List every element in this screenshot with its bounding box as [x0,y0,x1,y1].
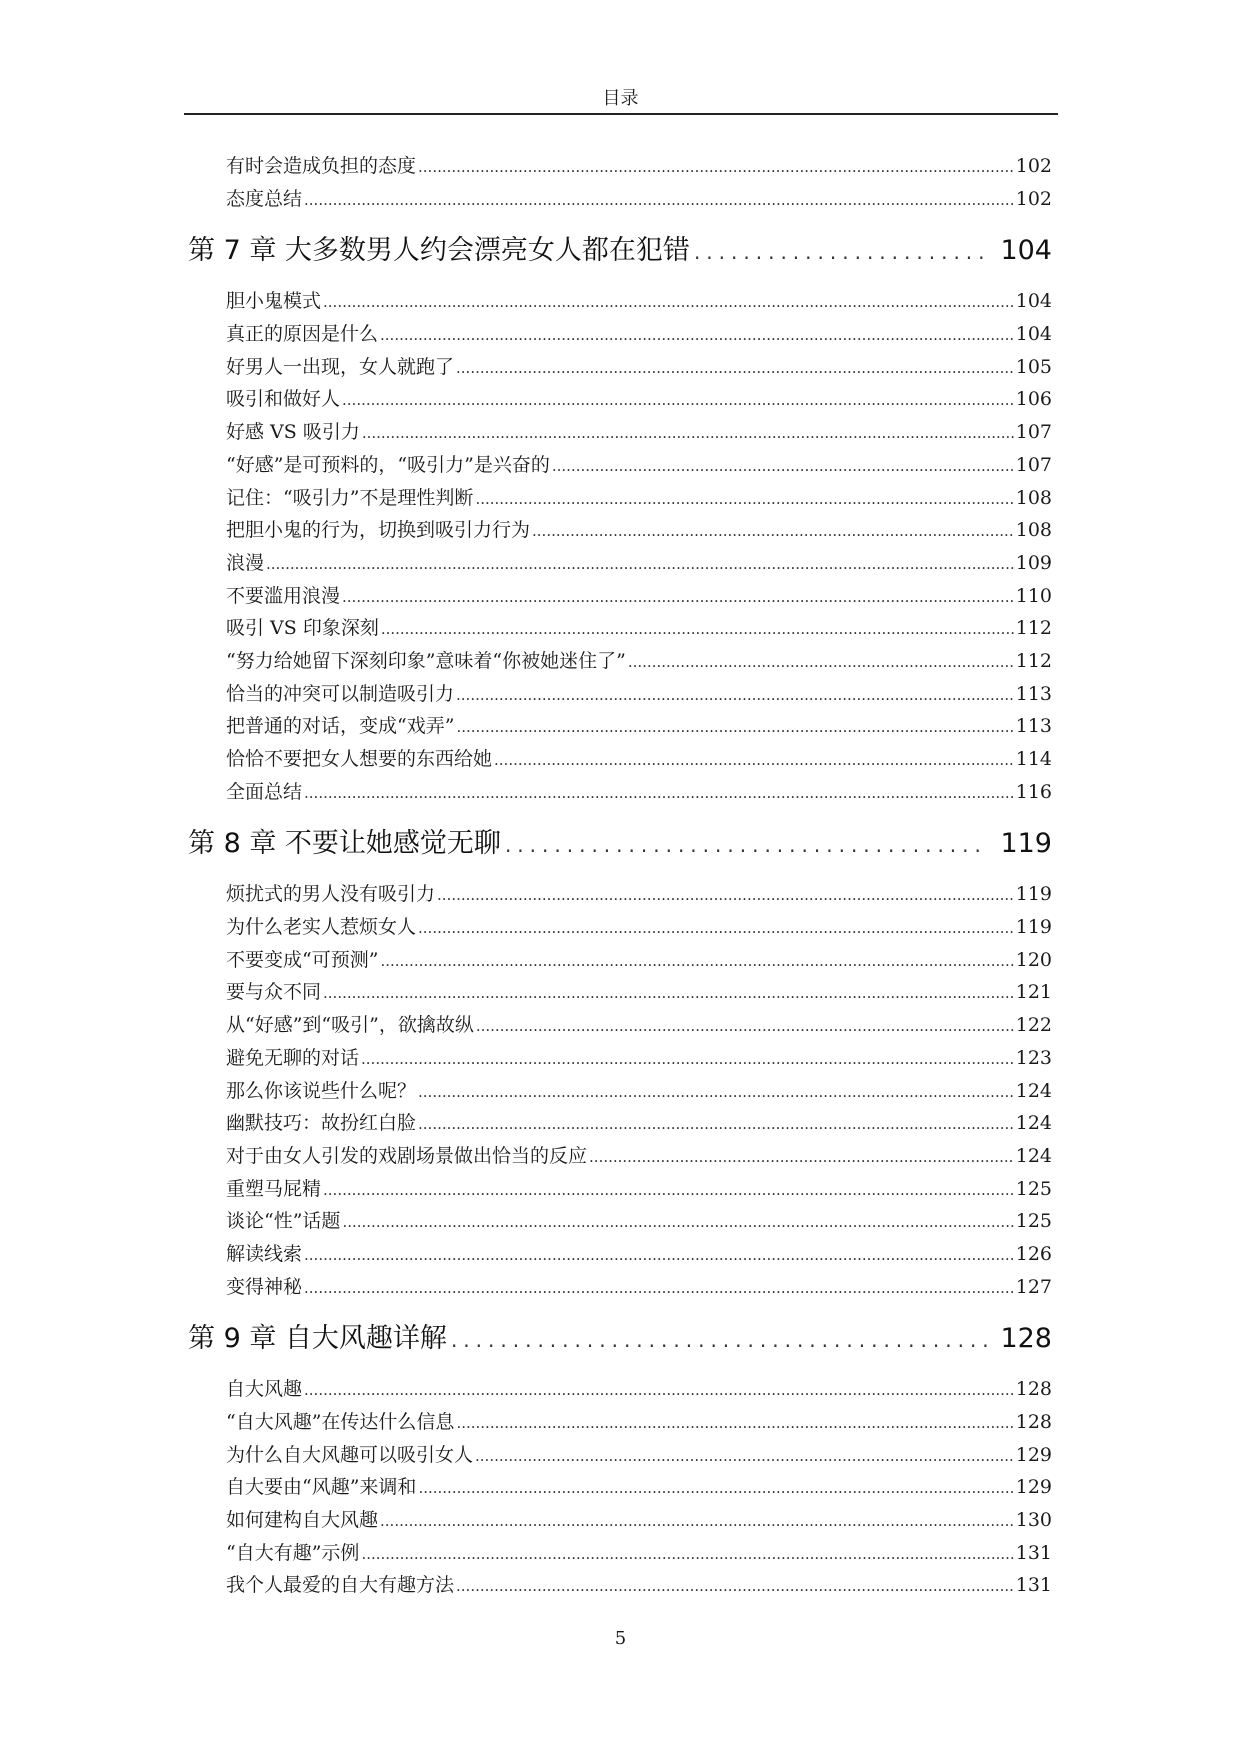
toc-page-number: 104 [1015,290,1052,313]
toc-page-number: 112 [1015,649,1052,672]
toc-page-number: 113 [1015,715,1052,738]
toc-title: 自大要由“风趣”来调和 [226,1476,417,1499]
dot-leader [304,1239,1014,1271]
toc-page-number: 112 [1015,617,1052,640]
toc-page-number: 131 [1015,1541,1052,1564]
toc-entry[interactable] [226,318,1052,351]
toc-page-number: 128 [1015,1378,1052,1401]
toc-entry[interactable] [226,612,1052,645]
dot-leader [380,945,1013,977]
toc-entry[interactable] [226,514,1052,547]
toc-title: 我个人最爱的自大有趣方法 [226,1574,455,1597]
toc-title: 好感 VS 吸引力 [226,421,360,444]
toc-page-number: 128 [1000,1323,1052,1355]
toc-entry[interactable] [226,1406,1052,1439]
dot-leader [266,548,1014,580]
toc-entry[interactable] [226,1537,1052,1570]
toc-title: 为什么自大风趣可以吸引女人 [226,1443,474,1466]
dot-leader [694,220,989,283]
toc-page-number: 129 [1015,1476,1052,1499]
toc-page-number: 125 [1015,1210,1052,1233]
dot-leader [456,352,1014,384]
toc-entry[interactable] [226,416,1052,449]
dot-leader [532,515,1014,547]
toc-page-number: 128 [1015,1411,1052,1433]
dot-leader [304,777,1014,809]
toc-entry[interactable] [226,678,1052,711]
toc-page-number: 130 [1015,1509,1052,1532]
toc-entry[interactable] [226,743,1052,776]
toc-page-number: 107 [1015,453,1052,476]
toc-entry[interactable] [226,580,1052,613]
toc-page-number: 122 [1015,1014,1052,1037]
dot-leader [342,384,1014,416]
dot-leader [304,1272,1014,1304]
toc-title: 为什么老实人惹烦女人 [226,916,417,939]
toc-title: 要与众不同 [226,981,322,1004]
dot-leader [418,1472,1013,1504]
toc-title: 第 9 章 自大风趣详解 [188,1323,447,1355]
dot-leader [475,483,1013,515]
toc-entry[interactable] [226,878,1052,911]
toc-chapter[interactable] [188,1307,1052,1371]
toc-title: 记住：“吸引力”不是理性判断 [226,486,474,509]
toc-title: 烦扰式的男人没有吸引力 [226,883,436,906]
toc-entry[interactable] [226,1009,1052,1042]
toc-title: 吸引和做好人 [226,388,341,411]
toc-entry[interactable] [226,1439,1052,1472]
toc-entry[interactable] [226,1140,1052,1173]
toc-title: 把胆小鬼的行为，切换到吸引力行为 [226,519,531,542]
toc-title: 那么你该说些什么呢？ [226,1079,417,1102]
toc-page-number: 119 [1015,883,1052,906]
toc-page-number: 114 [1015,748,1052,770]
toc-title: 谈论“性”话题 [226,1210,341,1233]
dot-leader [589,1141,1014,1173]
toc-entry[interactable] [226,351,1052,384]
dot-leader [456,711,1013,743]
toc-chapter[interactable] [188,812,1052,876]
toc-entry[interactable] [226,976,1052,1009]
toc-title: “好感”是可预料的，“吸引力”是兴奋的 [226,453,550,476]
dot-leader [456,679,1014,711]
page-number: 5 [614,1628,627,1649]
toc-title: 态度总结 [226,187,303,210]
dot-leader [418,912,1014,944]
toc-title: 浪漫 [226,551,265,574]
dot-leader [304,1374,1014,1406]
toc-page-number: 102 [1015,187,1052,210]
toc-page-number: 108 [1015,486,1052,509]
toc-title: 如何建构自大风趣 [226,1509,379,1532]
toc-entry[interactable] [226,776,1052,809]
toc-page-number: 113 [1015,682,1052,705]
toc-entry[interactable] [226,1271,1052,1304]
toc-title: 从“好感”到“吸引”，欲擒故纵 [226,1014,474,1037]
toc-entry[interactable] [226,1173,1052,1206]
toc-page-number: 104 [1015,323,1052,346]
toc-entry[interactable] [226,1238,1052,1271]
toc-entry[interactable] [226,911,1052,944]
toc-page-number: 110 [1015,584,1052,607]
toc-title: 把普通的对话，变成“戏弄” [226,715,455,738]
toc-page-number: 102 [1015,155,1052,177]
toc-page-number: 119 [1015,916,1052,939]
dot-leader [323,1174,1014,1206]
toc-entry[interactable] [226,710,1052,743]
toc-page-number: 116 [1015,780,1052,803]
toc-title: 好男人一出现，女人就跑了 [226,355,455,378]
header-rule [184,113,1058,115]
dot-leader [323,286,1014,318]
dot-leader [418,1108,1014,1140]
toc-title: 全面总结 [226,780,303,803]
table-of-contents [0,150,1241,1602]
dot-leader [456,1407,1013,1439]
toc-page-number: 125 [1015,1177,1052,1200]
toc-title: 自大风趣 [226,1378,303,1401]
toc-page-number: 124 [1015,1079,1052,1102]
toc-entry[interactable] [226,645,1052,678]
toc-title: 胆小鬼模式 [226,290,322,313]
toc-page-number: 124 [1015,1112,1052,1135]
toc-title: 恰当的冲突可以制造吸引力 [226,682,455,705]
toc-page-number: 127 [1015,1275,1052,1298]
toc-title: 有时会造成负担的态度 [226,155,417,177]
toc-title: 变得神秘 [226,1275,303,1298]
toc-title: 第 8 章 不要让她感觉无聊 [188,828,501,860]
dot-leader [342,1206,1013,1238]
toc-page-number: 104 [1000,235,1052,267]
toc-page-number: 124 [1015,1144,1052,1167]
toc-entry[interactable] [226,1042,1052,1075]
toc-title: “自大风趣”在传达什么信息 [226,1411,455,1433]
toc-entry[interactable] [226,547,1052,580]
dot-leader [418,1076,1014,1108]
dot-leader [418,151,1014,183]
dot-leader [380,1505,1014,1537]
toc-title: “自大有趣”示例 [226,1541,360,1564]
toc-page-number: 119 [1000,828,1052,860]
toc-entry[interactable] [226,944,1052,977]
toc-entry[interactable] [226,1569,1052,1602]
dot-leader [381,613,1014,645]
toc-page-number: 120 [1015,948,1052,971]
toc-title: 吸引 VS 印象深刻 [226,617,379,640]
dot-leader [552,450,1014,482]
toc-entry[interactable] [226,1205,1052,1238]
toc-entry[interactable] [226,383,1052,416]
toc-title: “努力给她留下深刻印象”意味着“你被她迷住了” [226,649,626,672]
dot-leader [494,744,1014,776]
dot-leader [361,1538,1013,1570]
dot-leader [323,977,1014,1009]
toc-page-number: 126 [1015,1242,1052,1265]
toc-page-number: 121 [1015,981,1052,1004]
toc-entry[interactable] [226,1471,1052,1504]
toc-title: 恰恰不要把女人想要的东西给她 [226,748,493,770]
dot-leader [476,1010,1014,1042]
dot-leader [362,417,1014,449]
toc-title: 对于由女人引发的戏剧场景做出恰当的反应 [226,1144,588,1167]
toc-page-number: 107 [1015,421,1052,444]
toc-page-number: 108 [1015,519,1052,542]
dot-leader [505,813,989,876]
toc-page-number: 105 [1015,355,1052,378]
toc-title: 解读线索 [226,1242,303,1265]
dot-leader [380,319,1014,351]
dot-leader [361,1043,1014,1075]
toc-entry[interactable] [226,482,1052,515]
toc-entry[interactable] [226,1075,1052,1108]
toc-chapter[interactable] [188,219,1052,283]
toc-page-number: 109 [1015,551,1052,574]
toc-title: 真正的原因是什么 [226,323,379,346]
toc-title: 重塑马屁精 [226,1177,322,1200]
toc-title: 不要变成“可预测” [226,948,379,971]
toc-entry[interactable] [226,183,1052,216]
running-header: 目录 [602,88,639,109]
toc-entry[interactable] [226,1373,1052,1406]
toc-entry[interactable] [226,285,1052,318]
toc-title: 第 7 章 大多数男人约会漂亮女人都在犯错 [188,235,690,267]
toc-entry[interactable] [226,1107,1052,1140]
dot-leader [437,879,1014,911]
dot-leader [475,1440,1014,1472]
toc-page-number: 131 [1015,1574,1052,1597]
dot-leader [451,1308,989,1371]
toc-page-number: 123 [1015,1046,1052,1069]
toc-entry[interactable] [226,150,1052,183]
toc-page-number: 129 [1015,1443,1052,1466]
dot-leader [628,646,1014,678]
toc-title: 不要滥用浪漫 [226,584,341,607]
toc-page-number: 106 [1015,388,1052,411]
toc-entry[interactable] [226,1504,1052,1537]
toc-title: 幽默技巧：故扮红白脸 [226,1112,417,1135]
toc-entry[interactable] [226,449,1052,482]
dot-leader [456,1570,1014,1602]
dot-leader [342,581,1014,613]
toc-title: 避免无聊的对话 [226,1046,360,1069]
dot-leader [304,184,1014,216]
